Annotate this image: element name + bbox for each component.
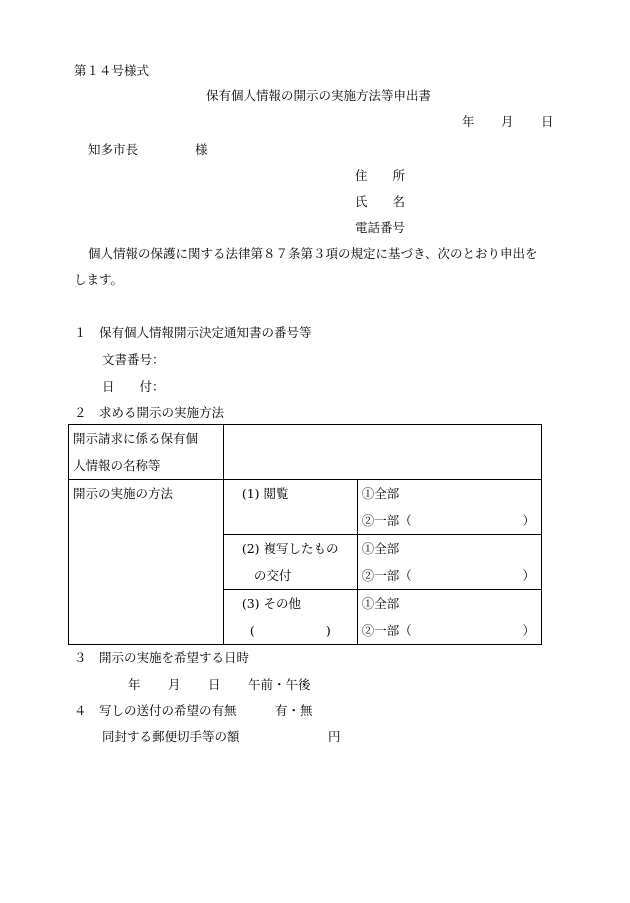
- method1-cell: [223, 480, 357, 535]
- table-row: [69, 480, 542, 535]
- option-part-label: ②一部（: [361, 513, 412, 528]
- section2-heading: ２ 求める開示の実施方法: [74, 405, 225, 420]
- method3-label: (3) その他: [241, 596, 302, 611]
- method3-option-all[interactable]: ①全部: [361, 596, 400, 611]
- addressee-name: 知多市長: [88, 142, 139, 157]
- method1-option-part[interactable]: [358, 507, 541, 534]
- method3-open-paren: (: [249, 623, 255, 638]
- option-part-label: ②一部（: [361, 568, 412, 583]
- doc-number-label: 文書番号：: [102, 352, 165, 367]
- method3-close-paren: ): [325, 623, 331, 638]
- option-part-label: ②一部（: [361, 623, 412, 638]
- method3-cell: [223, 590, 357, 645]
- date-label: 日 付：: [102, 379, 165, 394]
- info-name-label-cell: [69, 425, 224, 480]
- info-name-label-line2: 人情報の名称等: [73, 458, 161, 473]
- name-label: 氏 名: [355, 194, 406, 209]
- method3-option-part[interactable]: [358, 617, 541, 644]
- document-title: 保有個人情報の開示の実施方法等申出書: [206, 88, 432, 103]
- visit-ampm[interactable]: 午前・午後: [248, 677, 311, 692]
- method-label-cell: [69, 480, 224, 645]
- postage-label: 同封する郵便切手等の額: [102, 729, 240, 744]
- date-day: 日: [541, 114, 554, 129]
- method2-label-line2: の交付: [253, 568, 292, 583]
- info-name-value-cell[interactable]: [223, 425, 541, 480]
- section1-heading: １ 保有個人情報開示決定通知書の番号等: [74, 325, 312, 340]
- method2-option-part[interactable]: [358, 562, 541, 589]
- option-close-paren: ）: [522, 513, 535, 528]
- method2-options-cell: [357, 535, 541, 590]
- body-text-line2: します。: [74, 272, 124, 287]
- section4-heading: ４ 写しの送付の希望の有無: [74, 703, 237, 718]
- addressee-honorific: 様: [195, 142, 208, 157]
- info-name-label-line1: 開示請求に係る保有個: [73, 431, 199, 446]
- method1-options-cell: [357, 480, 541, 535]
- section3-heading: ３ 開示の実施を希望する日時: [74, 650, 250, 665]
- body-text-line1: 個人情報の保護に関する法律第８７条第３項の規定に基づき、次のとおり申出を: [88, 246, 538, 261]
- form-number: 第１４号様式: [74, 63, 150, 78]
- method1-option-all[interactable]: ①全部: [361, 486, 400, 501]
- method-label: 開示の実施の方法: [73, 486, 174, 501]
- method2-label-line1: (2) 複写したもの: [241, 541, 339, 556]
- visit-day: 日: [208, 677, 221, 692]
- disclosure-method-table: [68, 424, 542, 645]
- phone-label: 電話番号: [355, 220, 406, 235]
- method2-option-all[interactable]: ①全部: [361, 541, 400, 556]
- table-row: [69, 425, 542, 480]
- date-month: 月: [501, 114, 514, 129]
- address-label: 住 所: [355, 168, 406, 183]
- method1-label: (1) 閲覧: [241, 486, 289, 501]
- date-year: 年: [462, 114, 475, 129]
- method3-other-field[interactable]: [224, 617, 357, 644]
- visit-month: 月: [168, 677, 181, 692]
- option-close-paren: ）: [522, 568, 535, 583]
- mailing-yes-no[interactable]: 有・無: [275, 703, 313, 718]
- option-close-paren: ）: [522, 623, 535, 638]
- method3-options-cell: [357, 590, 541, 645]
- postage-yen: 円: [328, 729, 341, 744]
- method2-cell: [223, 535, 357, 590]
- visit-year: 年: [128, 677, 141, 692]
